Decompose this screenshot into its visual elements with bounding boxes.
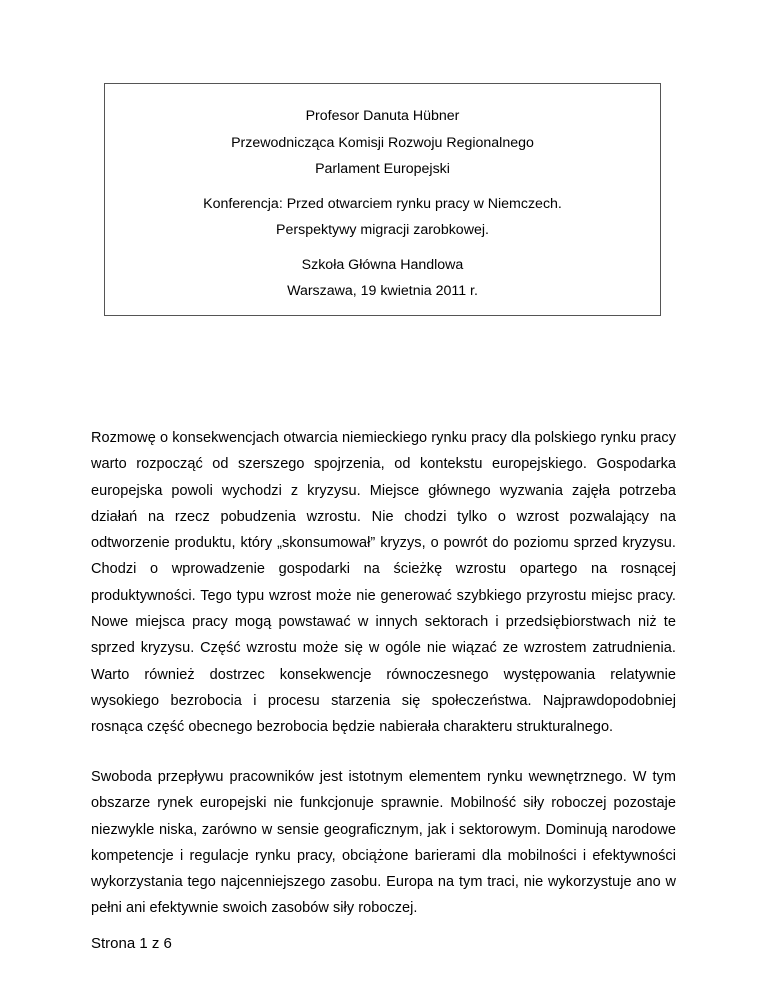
author-institution: Parlament Europejski [315, 161, 450, 177]
body-paragraph-1: Rozmowę o konsekwencjach otwarcia niemieckiego rynku pracy dla polskiego rynku pracy warto rozpocząć od szerszego spojrzenia, od kontekstu europejskiego. Gospodarka europejska powoli wychodzi z kryzysu. Miejsce głównego wyzwania zajęła potrzeba działań na rzecz pobudzenia wzrostu. Nie chodzi tylko o wzrost pozwalający na odtworzenie produktu, który „skonsumował” kryzys, o powrót do poziomu sprzed kryzysu. Chodzi o wprowadzenie gospodarki na ścieżkę wzrostu opartego na rosnącej produktywności. Tego typu wzrost może nie generować szybkiego przyrostu miejsc pracy. Nowe miejsca pracy mogą powstawać w innych sektorach i przedsiębiorstwach niż te sprzed kryzysu. Część wzrostu może się w ogóle nie wiązać ze wzrostem zatrudnienia. Warto również dostrzec konsekwencje równoczesnego występowania relatywnie wysokiego bezrobocia i procesu starzenia się społeczeństwa. Najprawdopodobniej rosnąca część obecnego bezrobocia będzie nabierała charakteru strukturalnego. [91, 430, 676, 736]
page-number: Strona 1 z 6 [91, 935, 172, 952]
author-name: Profesor Danuta Hübner [305, 108, 460, 124]
header-box [104, 83, 661, 316]
body-paragraph-2: Swoboda przepływu pracowników jest istotnym elementem rynku wewnętrznego. W tym obszarze rynek europejski nie funkcjonuje sprawnie. Mobilność siły roboczej pozostaje niezwykle niska, zarówno w sensie geograficznym, jak i sektorowym. Dominują narodowe kompetencje i regulacje rynku pracy, obciążone barierami dla mobilności i efektywności wykorzystania tego najcenniejszego zasobu. Europa na tym traci, nie wykorzystuje ano w pełni ani efektywnie swoich zasobów siły roboczej. [91, 769, 676, 917]
conference-venue: Szkoła Główna Handlowa [301, 257, 464, 273]
author-position: Przewodnicząca Komisji Rozwoju Regionalnego [231, 135, 534, 151]
conference-place-date: Warszawa, 19 kwietnia 2011 r. [287, 283, 478, 299]
conference-title-line1: Konferencja: Przed otwarciem rynku pracy w Niemczech. [203, 196, 562, 212]
conference-title-line2: Perspektywy migracji zarobkowej. [276, 222, 489, 238]
